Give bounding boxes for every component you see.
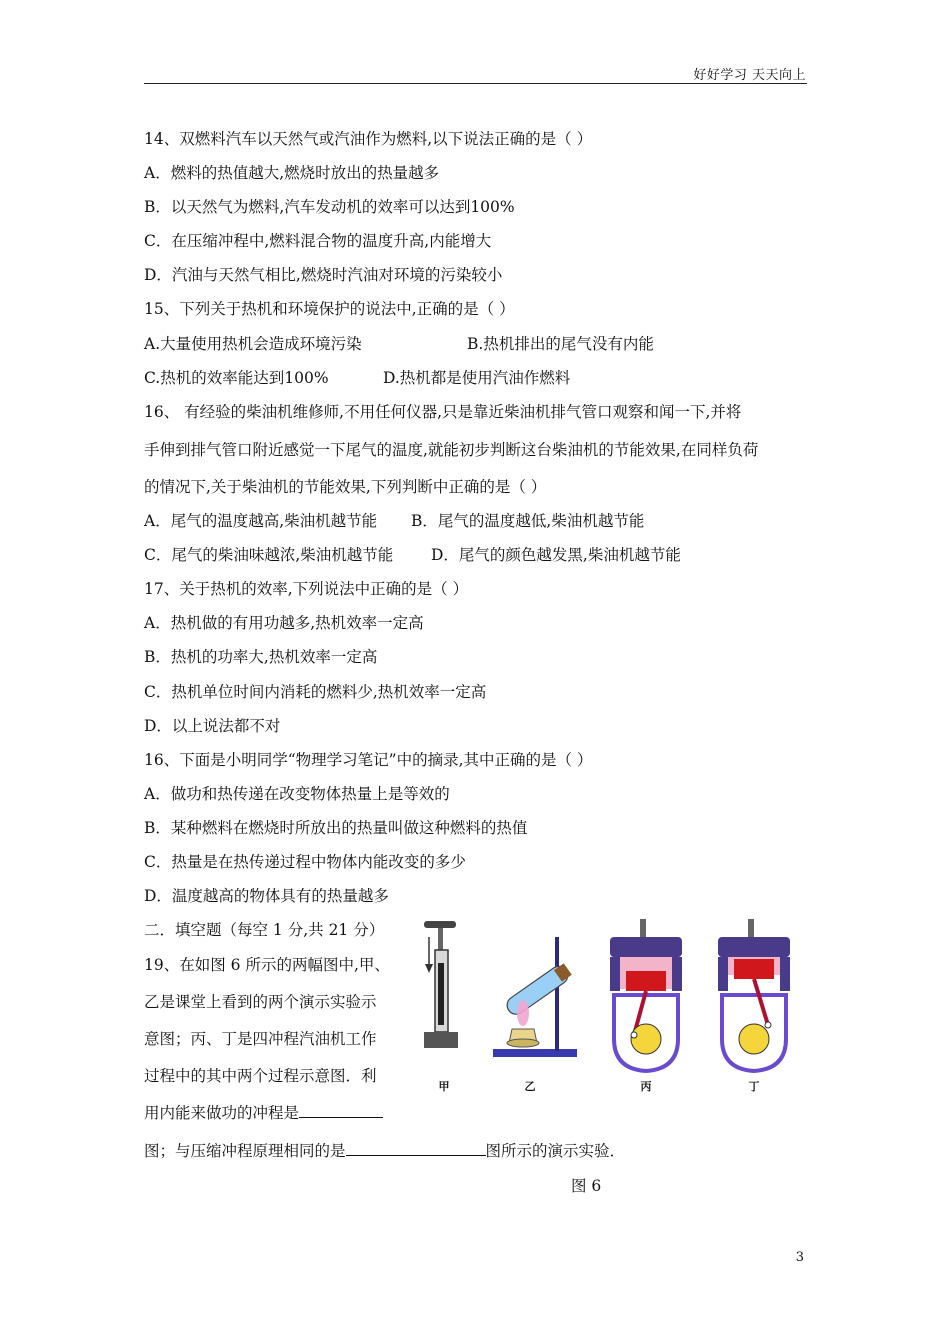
- q14-option-a: A．燃料的热值越大,燃烧时放出的热量越多: [144, 164, 440, 182]
- q19-line4: 过程中的其中两个过程示意图．利: [144, 1067, 377, 1085]
- q16a-option-b: B．尾气的温度越低,柴油机越节能: [411, 512, 645, 530]
- answer-blank-1[interactable]: [299, 1103, 383, 1118]
- q15-option-b: B.热机排出的尾气没有内能: [467, 335, 654, 353]
- q17-option-b: B．热机的功率大,热机效率一定高: [144, 648, 378, 666]
- q17-option-d: D．以上说法都不对: [144, 717, 281, 735]
- q19-line5: [144, 1101, 383, 1123]
- figure-yi-test-tube: [485, 917, 585, 1067]
- q15-option-a: A.大量使用热机会造成环境污染: [144, 335, 362, 353]
- figure-bing-engine: [604, 917, 688, 1077]
- figure-ding-engine: [712, 917, 796, 1077]
- q19-line1: 19、在如图 6 所示的两幅图中,甲、: [144, 956, 390, 974]
- q16a-stem-line2: 手伸到排气管口附近感觉一下尾气的温度,就能初步判断这台柴油机的节能效果,在同样负荷: [144, 441, 759, 459]
- q15-stem: 15、下列关于热机和环境保护的说法中,正确的是（ ）: [144, 300, 515, 318]
- figure-label-bing: 丙: [640, 1080, 652, 1093]
- q19-line3: 意图；丙、丁是四冲程汽油机工作: [144, 1030, 377, 1048]
- q16a-stem-line3: 的情况下,关于柴油机的节能效果,下列判断中正确的是（ ）: [144, 478, 547, 496]
- q17-stem: 17、关于热机的效率,下列说法中正确的是（ ）: [144, 580, 469, 598]
- q19-line6-text-a: 图；与压缩冲程原理相同的是: [144, 1142, 346, 1160]
- q16a-stem-line1: 16、 有经验的柴油机维修师,不用任何仪器,只是靠近柴油机排气管口观察和闻一下,并将: [144, 403, 742, 421]
- q19-line2: 乙是课堂上看到的两个演示实验示: [144, 993, 377, 1011]
- section-title: 二．填空题（每空 1 分,共 21 分）: [144, 921, 385, 939]
- q14-option-c: C．在压缩冲程中,燃料混合物的温度升高,内能增大: [144, 232, 492, 250]
- q17-option-a: A．热机做的有用功越多,热机效率一定高: [144, 614, 424, 632]
- q16b-option-c: C．热量是在热传递过程中物体内能改变的多少: [144, 853, 466, 871]
- q16a-option-c: C．尾气的柴油味越浓,柴油机越节能: [144, 546, 394, 564]
- q15-option-c: C.热机的效率能达到100%: [144, 369, 329, 387]
- q19-line5-text: 用内能来做功的冲程是: [144, 1104, 300, 1122]
- q16b-option-a: A．做功和热传递在改变物体热量上是等效的: [144, 785, 450, 803]
- q14-stem: 14、双燃料汽车以天然气或汽油作为燃料,以下说法正确的是（ ）: [144, 130, 593, 148]
- figure-label-yi: 乙: [524, 1080, 536, 1093]
- q16b-option-b: B．某种燃料在燃烧时所放出的热量叫做这种燃料的热值: [144, 819, 528, 837]
- q15-option-d: D.热机都是使用汽油作燃料: [383, 369, 571, 387]
- q14-option-d: D．汽油与天然气相比,燃烧时汽油对环境的污染较小: [144, 266, 503, 284]
- q14-option-b: B．以天然气为燃料,汽车发动机的效率可以达到100%: [144, 198, 515, 216]
- q16a-option-a: A．尾气的温度越高,柴油机越节能: [144, 512, 378, 530]
- q19-line6-text-b: 图所示的演示实验．: [485, 1142, 626, 1160]
- q19-line6: [144, 1139, 625, 1161]
- q16b-stem: 16、下面是小明同学“物理学习笔记”中的摘录,其中正确的是（ ）: [144, 751, 593, 769]
- header-rule: [144, 83, 807, 84]
- q17-option-c: C．热机单位时间内消耗的燃料少,热机效率一定高: [144, 683, 487, 701]
- figure-jia-air-piston: [418, 917, 466, 1067]
- q16b-option-d: D．温度越高的物体具有的热量越多: [144, 887, 389, 905]
- figure-label-ding: 丁: [748, 1080, 760, 1093]
- answer-blank-2[interactable]: [346, 1141, 486, 1156]
- page-number: 3: [795, 1250, 804, 1265]
- figure-caption: 图 6: [571, 1177, 602, 1195]
- page-header: 好好学习 天天向上: [693, 68, 806, 83]
- q16a-option-d: D．尾气的颜色越发黑,柴油机越节能: [431, 546, 681, 564]
- figure-label-jia: 甲: [438, 1080, 450, 1093]
